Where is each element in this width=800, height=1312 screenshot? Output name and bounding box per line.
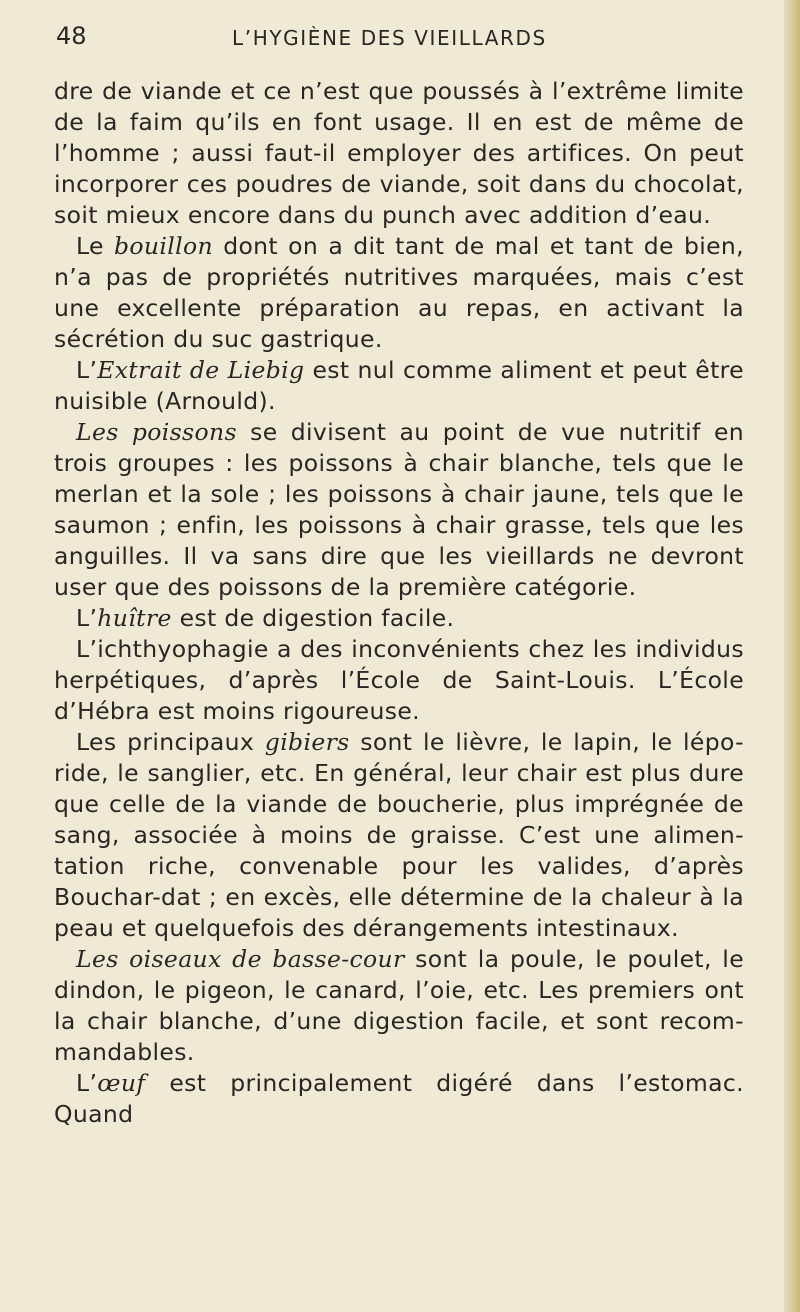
paragraph-ichthyophagie: L’ichthyophagie a des inconvénients chez les individus herpétiques, d’après l’École de Saint-Louis. L’École d’Hébra est moins rigoureuse. <box>54 635 744 725</box>
term-huitre: huître <box>97 604 172 632</box>
paragraph-bouillon: Le bouillon dont on a dit tant de mal et tant de bien, n’a pas de propriétés nutritives marquées, mais c’est une excellente préparation au repas, en activant la sécrétion du suc gastrique. <box>54 232 744 353</box>
page-number: 48 <box>56 22 87 50</box>
page-edge-shadow <box>784 0 800 1312</box>
term-poissons: Les poissons <box>76 418 237 446</box>
term-gibiers: gibiers <box>264 728 350 756</box>
term-liebig: Extrait de Liebig <box>97 356 305 384</box>
paragraph-liebig: L’Extrait de Liebig est nul comme aliment et peut être nuisible (Arnould). <box>54 356 744 415</box>
paragraph-meat-powder: dre de viande et ce n’est que poussés à l’extrême limite de la faim qu’ils en font usage. Il en est de même de l’homme ; aussi faut-il employer des artifices. On peut incorporer ces poudres de viande, soit dans du chocolat, soit mieux encore dans du punch avec addition d’eau. <box>54 77 744 229</box>
body-text <box>54 76 744 1130</box>
term-oeuf: œuf <box>97 1069 146 1097</box>
paragraph-oeuf: L’œuf est principalement digéré dans l’estomac. Quand <box>54 1069 744 1128</box>
paragraph-oiseaux: Les oiseaux de basse-cour sont la poule, le poulet, le dindon, le pigeon, le canard, l’oie, etc. Les premiers ont la chair blanche, d’une digestion facile, et sont recom-mandables. <box>54 945 744 1066</box>
term-oiseaux: Les oiseaux de basse-cour <box>76 945 405 973</box>
running-head: L’HYGIÈNE DES VIEILLARDS <box>232 26 547 50</box>
paragraph-gibiers: Les principaux gibiers sont le lièvre, le lapin, le lépo-ride, le sanglier, etc. En général, leur chair est plus dure que celle de la viande de boucherie, plus imprégnée de sang, associée à moins de graisse. C’est une alimen-tation riche, convenable pour les valides, d’après Bouchar-dat ; en excès, elle détermine de la chaleur à la peau et quelquefois des dérangements intestinaux. <box>54 728 744 942</box>
paragraph-poissons: Les poissons se divisent au point de vue nutritif en trois groupes : les poissons à chair blanche, tels que le merlan et la sole ; les poissons à chair jaune, tels que le saumon ; enfin, les poissons à chair grasse, tels que les anguilles. Il va sans dire que les vieillards ne devront user que des poissons de la première catégorie. <box>54 418 744 601</box>
page-header <box>56 22 746 58</box>
paragraph-huitre: L’huître est de digestion facile. <box>76 604 455 632</box>
term-bouillon: bouillon <box>114 232 213 260</box>
